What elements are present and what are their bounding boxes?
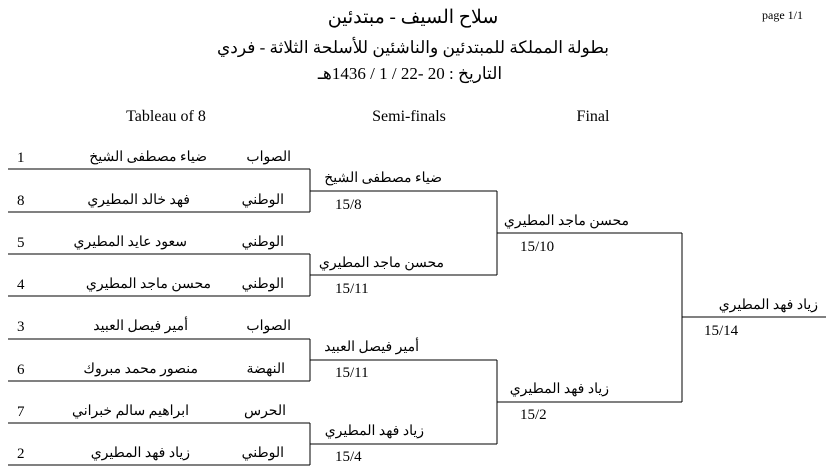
club-name: الصواب	[246, 150, 291, 165]
seed-number: 6	[17, 362, 25, 378]
final-score: 15/2	[520, 407, 547, 423]
semifinal-score: 15/4	[335, 449, 362, 465]
tournament-subtitle: بطولة المملكة للمبتدئين والناشئين للأسلحة الثلاثة - فردي	[216, 38, 610, 57]
seed-number: 5	[17, 235, 25, 251]
club-name: الوطني	[241, 235, 284, 250]
semifinal-fencer-name: محسن ماجد المطيري	[318, 256, 444, 271]
seed-number: 7	[17, 404, 25, 420]
semifinal-score: 15/8	[335, 197, 362, 213]
semifinal-fencer-name: ضياء مصطفى الشيخ	[324, 171, 442, 186]
fencer-name: أمير فيصل العبيد	[93, 319, 188, 334]
fencer-name: سعود عايد المطيري	[73, 235, 187, 250]
club-name: النهضة	[246, 362, 285, 377]
fencer-name: محسن ماجد المطيري	[85, 277, 211, 292]
seed-number: 4	[17, 277, 25, 293]
club-name: الوطني	[241, 193, 284, 208]
final-fencer-name: زياد فهد المطيري	[509, 382, 609, 397]
winner-name: زياد فهد المطيري	[718, 298, 818, 313]
semifinal-fencer-name: أمير فيصل العبيد	[324, 340, 419, 355]
semifinal-score: 15/11	[335, 365, 369, 381]
club-name: الوطني	[241, 446, 284, 461]
seed-number: 8	[17, 193, 25, 209]
round-header-semifinals: Semi-finals	[372, 108, 446, 125]
event-title: سلاح السيف - مبتدئين	[327, 7, 499, 28]
semifinal-fencer-name: زياد فهد المطيري	[324, 424, 424, 439]
fencer-name: ابراهيم سالم خبراني	[72, 404, 189, 419]
final-score: 15/10	[520, 239, 555, 255]
seed-number: 3	[17, 319, 25, 335]
seed-number: 2	[17, 446, 25, 462]
fencer-name: منصور محمد مبروك	[83, 362, 198, 377]
round-header-final: Final	[576, 108, 610, 125]
fencer-name: فهد خالد المطيري	[87, 193, 190, 208]
fencer-name: ضياء مصطفى الشيخ	[89, 150, 207, 165]
round-header-tableau-of-8: Tableau of 8	[126, 108, 206, 125]
club-name: الحرس	[243, 404, 286, 419]
seed-number: 1	[17, 150, 25, 166]
semifinal-score: 15/11	[335, 281, 369, 297]
final-fencer-name: محسن ماجد المطيري	[503, 214, 629, 229]
tournament-date: التاريخ : 20 -22 / 1 / 1436هـ	[317, 64, 503, 83]
winner-score: 15/14	[704, 323, 739, 339]
club-name: الصواب	[246, 319, 291, 334]
fencer-name: زياد فهد المطيري	[90, 446, 190, 461]
club-name: الوطني	[241, 277, 284, 292]
page-number: page 1/1	[762, 8, 803, 22]
